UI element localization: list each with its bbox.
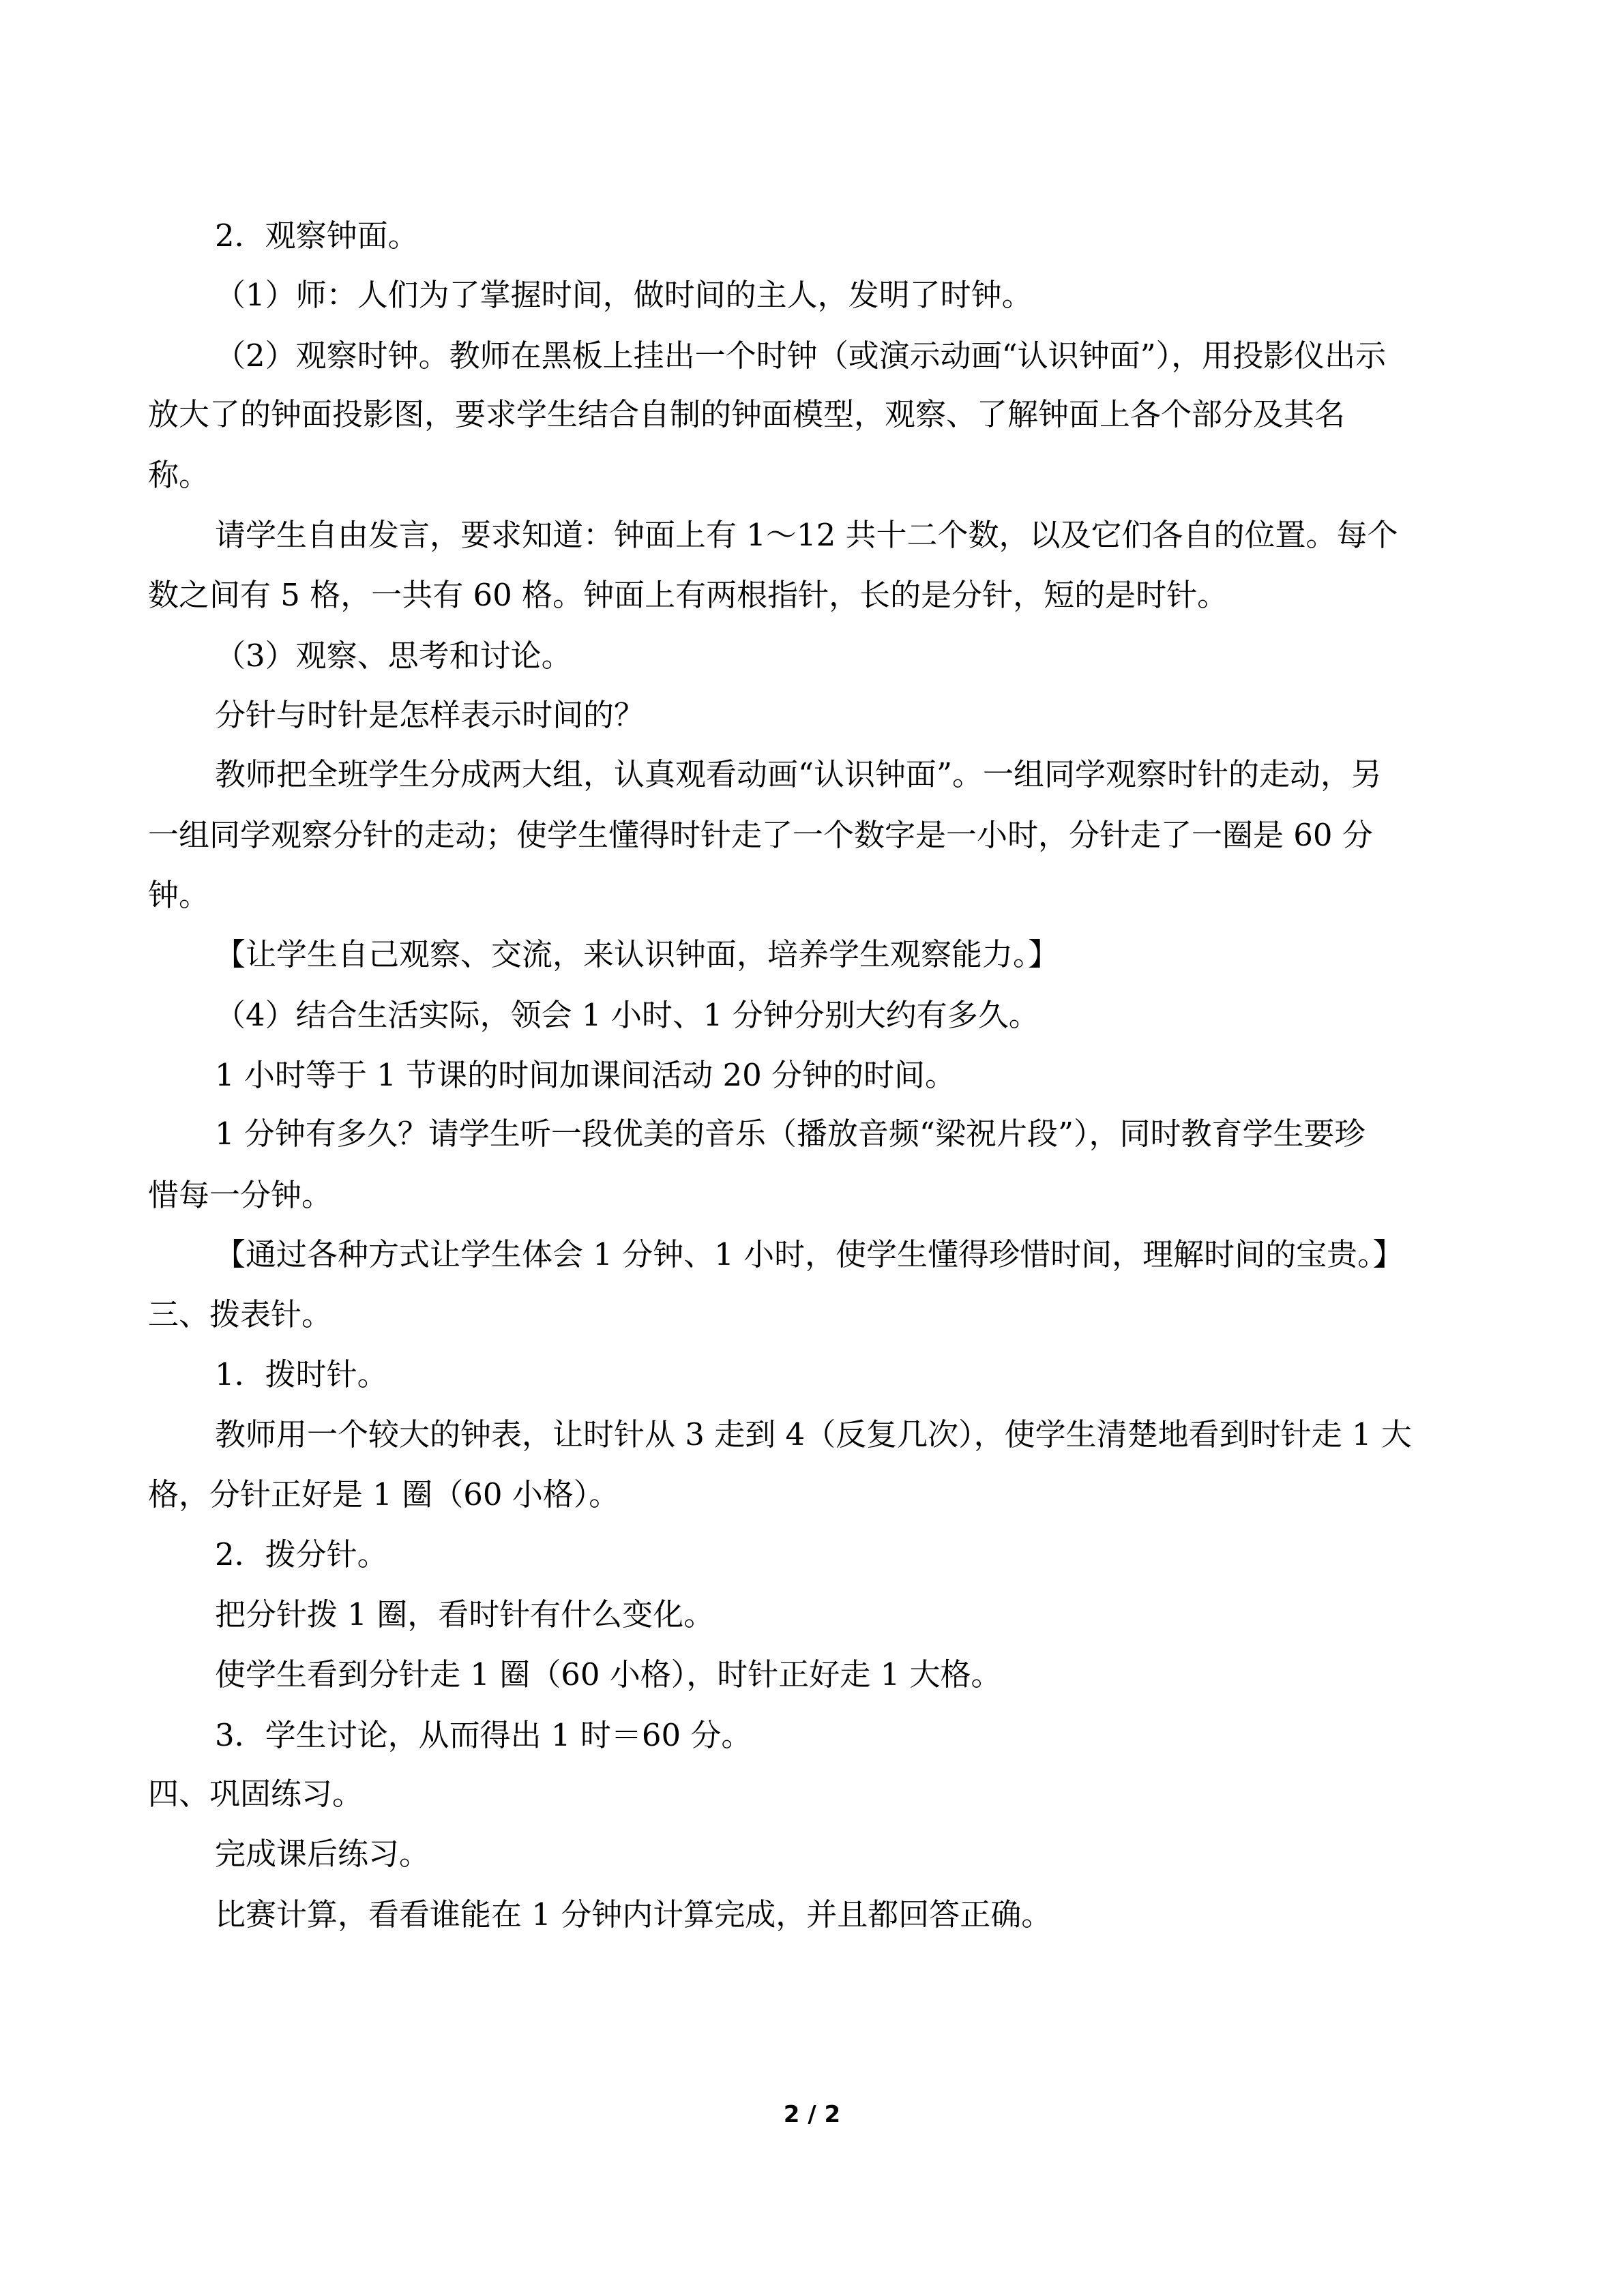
text-line-7: 数之间有 5 格，一共有 60 格。钟面上有两根指针，长的是分针，短的是时针。 <box>148 577 1228 613</box>
text-line-6: 请学生自由发言，要求知道：钟面上有 1～12 共十二个数，以及它们各自的位置。每个 <box>215 517 1398 553</box>
text-line-22: 格，分针正好是 1 圈（60 小格）。 <box>148 1476 620 1512</box>
text-line-3: （2）观察时钟。教师在黑板上挂出一个时钟（或演示动画“认识钟面”），用投影仪出示 <box>215 338 1387 374</box>
text-line-10: 教师把全班学生分成两大组，认真观看动画“认识钟面”。一组同学观察时针的走动，另 <box>215 756 1383 792</box>
text-line-9: 分针与时针是怎样表示时间的？ <box>215 697 645 733</box>
text-line-11: 一组同学观察分针的走动；使学生懂得时针走了一个数字是一小时，分针走了一圈是 60 分 <box>148 817 1373 853</box>
text-line-28: 完成课后练习。 <box>215 1836 430 1872</box>
text-line-15: 1 小时等于 1 节课的时间加课间活动 20 分钟的时间。 <box>215 1057 956 1093</box>
text-line-8: （3）观察、思考和讨论。 <box>215 638 572 674</box>
text-line-17: 惜每一分钟。 <box>148 1177 333 1213</box>
text-line-1: 2．观察钟面。 <box>215 218 419 254</box>
text-line-23: 2．拨分针。 <box>215 1536 388 1572</box>
text-line-5: 称。 <box>148 457 210 493</box>
text-line-16: 1 分钟有多久？请学生听一段优美的音乐（播放音频“梁祝片段”），同时教育学生要珍 <box>215 1116 1365 1152</box>
text-line-25: 使学生看到分针走 1 圈（60 小格），时针正好走 1 大格。 <box>215 1656 1002 1693</box>
text-line-26: 3．学生讨论，从而得出 1 时＝60 分。 <box>215 1717 752 1753</box>
text-line-12: 钟。 <box>148 877 210 913</box>
text-line-24: 把分针拨 1 圈，看时针有什么变化。 <box>215 1596 715 1632</box>
text-line-13: 【让学生自己观察、交流，来认识钟面，培养学生观察能力。】 <box>215 936 1059 972</box>
text-line-2: （1）师：人们为了掌握时间，做时间的主人，发明了时钟。 <box>215 277 1033 313</box>
page-number: 2 / 2 <box>783 2101 841 2128</box>
text-line-19: 三、拨表针。 <box>148 1296 333 1332</box>
text-line-21: 教师用一个较大的钟表，让时针从 3 走到 4（反复几次），使学生清楚地看到时针走 1 大 <box>215 1416 1412 1452</box>
text-line-27: 四、巩固练习。 <box>148 1776 364 1812</box>
text-line-29: 比赛计算，看看谁能在 1 分钟内计算完成，并且都回答正确。 <box>215 1896 1052 1933</box>
text-line-18: 【通过各种方式让学生体会 1 分钟、1 小时，使学生懂得珍惜时间，理解时间的宝贵。】 <box>215 1236 1404 1272</box>
text-line-14: （4）结合生活实际，领会 1 小时、1 分钟分别大约有多久。 <box>215 997 1039 1033</box>
text-line-20: 1．拨时针。 <box>215 1356 388 1392</box>
text-line-4: 放大了的钟面投影图，要求学生结合自制的钟面模型，观察、了解钟面上各个部分及其名 <box>148 396 1346 432</box>
